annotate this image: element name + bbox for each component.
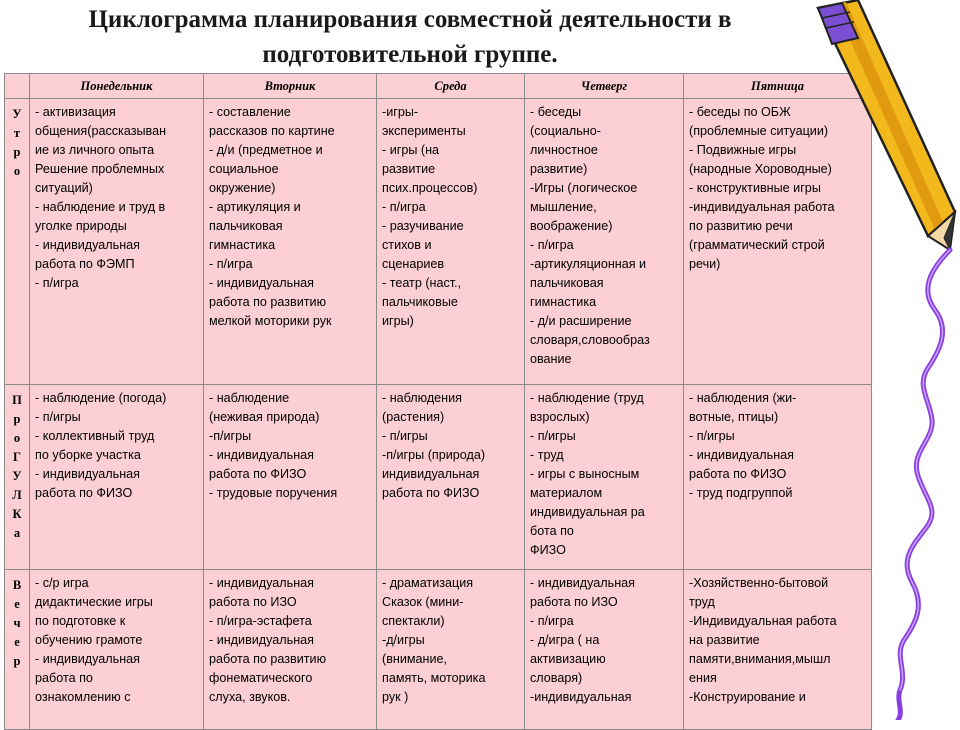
row-label-letter: Г bbox=[13, 450, 21, 464]
cell-line: пальчиковая bbox=[530, 276, 604, 290]
cell-line: (внимание, bbox=[382, 652, 448, 666]
cell-line: стихов и bbox=[382, 238, 432, 252]
row-label-letter: У bbox=[12, 107, 22, 121]
cell-line: (социально- bbox=[530, 124, 601, 138]
cell-line: - наблюдение и труд в bbox=[35, 200, 166, 214]
cell-line: - д/игра ( на bbox=[530, 633, 600, 647]
cell-line: активизацию bbox=[530, 652, 606, 666]
scribble-line bbox=[898, 250, 950, 720]
cell-line: работа по ИЗО bbox=[209, 595, 297, 609]
row-label-morning bbox=[5, 99, 30, 385]
cell-line: - п/игра bbox=[382, 200, 426, 214]
cell-line: - разучивание bbox=[382, 219, 464, 233]
cell-line: - драматизация bbox=[382, 576, 474, 590]
row-label-letter: р bbox=[13, 145, 21, 159]
cell-line: (неживая природа) bbox=[209, 410, 320, 424]
row-label-letter: К bbox=[12, 507, 22, 521]
cell-line: - конструктивные игры bbox=[689, 181, 821, 195]
cell-line: - беседы по ОБЖ bbox=[689, 105, 791, 119]
row-label-evening bbox=[5, 570, 30, 730]
header-monday: Понедельник bbox=[30, 74, 204, 99]
cell-line: слуха, звуков. bbox=[209, 690, 291, 704]
cell-line: - коллективный труд bbox=[35, 429, 155, 443]
cell-line: - игры с выносным bbox=[530, 467, 640, 481]
cell-line: - п/игра bbox=[530, 614, 574, 628]
cell-line: - игры (на bbox=[382, 143, 440, 157]
cell-line: Решение проблемных bbox=[35, 162, 165, 176]
cell-line: работа по ФИЗО bbox=[35, 486, 133, 500]
cell-line: уголке природы bbox=[35, 219, 127, 233]
cell-line: - индивидуальная bbox=[530, 576, 635, 590]
cell-line: воображение) bbox=[530, 219, 613, 233]
cell-line: вотные, птицы) bbox=[689, 410, 779, 424]
cell-line: ФИЗО bbox=[530, 543, 566, 557]
cell-line: (грамматический строй bbox=[689, 238, 825, 252]
table-cell bbox=[204, 385, 377, 570]
cell-line: фонематического bbox=[209, 671, 313, 685]
table-cell bbox=[377, 570, 525, 730]
header-friday: Пятница bbox=[684, 74, 872, 99]
cell-line: ие из личного опыта bbox=[35, 143, 155, 157]
table-cell bbox=[204, 570, 377, 730]
row-label-letter: Л bbox=[12, 488, 22, 502]
cell-line: спектакли) bbox=[382, 614, 445, 628]
row-label-letter: У bbox=[12, 469, 22, 483]
cell-line: -Хозяйственно-бытовой bbox=[689, 576, 829, 590]
row-label-letter: е bbox=[14, 635, 20, 649]
cell-line: (проблемные ситуации) bbox=[689, 124, 829, 138]
cell-line: - индивидуальная bbox=[209, 633, 314, 647]
table-row-morning bbox=[5, 99, 872, 385]
table-row-walk bbox=[5, 385, 872, 570]
row-label-letter: т bbox=[13, 126, 21, 140]
cell-line: сценариев bbox=[382, 257, 445, 271]
table-cell bbox=[377, 99, 525, 385]
cell-line: ения bbox=[689, 671, 717, 685]
row-label-letter: р bbox=[13, 412, 21, 426]
cell-line: речи) bbox=[689, 257, 721, 271]
table-cell bbox=[30, 570, 204, 730]
cell-line: мелкой моторики рук bbox=[209, 314, 332, 328]
cell-line: работа по ФИЗО bbox=[209, 467, 307, 481]
cell-line: словаря,словообраз bbox=[530, 333, 650, 347]
cell-line: словаря) bbox=[530, 671, 583, 685]
cell-line: - индивидуальная bbox=[209, 576, 314, 590]
cell-line: - п/игра bbox=[530, 238, 574, 252]
cell-line: - трудовые поручения bbox=[209, 486, 338, 500]
table-cell bbox=[525, 99, 684, 385]
table-cell bbox=[525, 385, 684, 570]
cell-line: развитие bbox=[382, 162, 436, 176]
cell-line: - п/игра bbox=[35, 276, 79, 290]
cell-line: -Индивидуальная работа bbox=[689, 614, 837, 628]
cyclogram-table bbox=[4, 73, 872, 730]
table-cell bbox=[30, 99, 204, 385]
title-line-1: Циклограмма планирования совместной деятельности в bbox=[88, 6, 732, 33]
cell-line: личностное bbox=[530, 143, 598, 157]
cell-line: на развитие bbox=[689, 633, 760, 647]
cell-line: -п/игры (природа) bbox=[382, 448, 486, 462]
pencil-decoration bbox=[800, 0, 960, 720]
row-label-letter: о bbox=[13, 164, 21, 178]
cell-line: - индивидуальная bbox=[209, 276, 314, 290]
cell-line: -игры- bbox=[382, 105, 419, 119]
cell-line: - п/игры bbox=[35, 410, 81, 424]
row-label-letter: о bbox=[13, 431, 21, 445]
cell-line: -индивидуальная работа bbox=[689, 200, 835, 214]
cell-line: пальчиковые bbox=[382, 295, 458, 309]
cell-line: - беседы bbox=[530, 105, 582, 119]
cell-line: труд bbox=[689, 595, 715, 609]
cell-line: эксперименты bbox=[382, 124, 466, 138]
table-cell bbox=[204, 99, 377, 385]
cell-line: -индивидуальная bbox=[530, 690, 632, 704]
cell-line: работа по развитию bbox=[209, 652, 327, 666]
cell-line: мышление, bbox=[530, 200, 597, 214]
cell-line: по уборке участка bbox=[35, 448, 141, 462]
cell-line: индивидуальная ра bbox=[530, 505, 645, 519]
cell-line: - театр (наст., bbox=[382, 276, 462, 290]
cell-line: - индивидуальная bbox=[35, 652, 140, 666]
cell-line: - п/игра-эстафета bbox=[209, 614, 312, 628]
cell-line: - Подвижные игры bbox=[689, 143, 797, 157]
cell-line: ознакомлению с bbox=[35, 690, 131, 704]
table-cell bbox=[377, 385, 525, 570]
cell-line: рук ) bbox=[382, 690, 409, 704]
cell-line: - наблюдения bbox=[382, 391, 462, 405]
cell-line: - наблюдение bbox=[209, 391, 290, 405]
cell-line: - п/игры bbox=[689, 429, 735, 443]
row-label-letter: е bbox=[14, 597, 20, 611]
cell-line: - наблюдение (труд bbox=[530, 391, 644, 405]
header-row bbox=[5, 74, 872, 99]
cell-line: - п/игры bbox=[530, 429, 576, 443]
cell-line: бота по bbox=[530, 524, 574, 538]
cell-line: - индивидуальная bbox=[35, 467, 140, 481]
cell-line: рассказов по картине bbox=[209, 124, 335, 138]
corner-cell bbox=[5, 74, 30, 99]
cell-line: игры) bbox=[382, 314, 414, 328]
cell-line: -Конструирование и bbox=[689, 690, 806, 704]
cell-line: память, моторика bbox=[382, 671, 486, 685]
row-label-letter: ч bbox=[13, 616, 21, 630]
title-line-2: подготовительной группе. bbox=[262, 41, 558, 68]
row-label-letter: П bbox=[12, 393, 22, 407]
cell-line: (народные Хороводные) bbox=[689, 162, 832, 176]
cell-line: работа по ФЭМП bbox=[35, 257, 135, 271]
cell-line: - труд bbox=[530, 448, 564, 462]
cell-line: гимнастика bbox=[530, 295, 597, 309]
cell-line: (растения) bbox=[382, 410, 445, 424]
cell-line: -д/игры bbox=[382, 633, 425, 647]
cell-line: работа по bbox=[35, 671, 93, 685]
page-title bbox=[0, 2, 820, 72]
cell-line: развитие) bbox=[530, 162, 588, 176]
cell-line: работа по ФИЗО bbox=[689, 467, 787, 481]
cell-line: - наблюдение (погода) bbox=[35, 391, 167, 405]
cell-line: - с/р игра bbox=[35, 576, 89, 590]
header-tuesday: Вторник bbox=[204, 74, 377, 99]
table-cell bbox=[30, 385, 204, 570]
header-wednesday: Среда bbox=[377, 74, 525, 99]
row-label-walk bbox=[5, 385, 30, 570]
cell-line: - труд подгруппой bbox=[689, 486, 793, 500]
cell-line: ование bbox=[530, 352, 572, 366]
cell-line: общения(рассказыван bbox=[35, 124, 167, 138]
cell-line: псих.процессов) bbox=[382, 181, 478, 195]
cell-line: ситуаций) bbox=[35, 181, 93, 195]
cell-line: -п/игры bbox=[209, 429, 252, 443]
row-label-letter: р bbox=[13, 654, 21, 668]
cell-line: - п/игра bbox=[209, 257, 253, 271]
cell-line: по развитию речи bbox=[689, 219, 793, 233]
cell-line: работа по ИЗО bbox=[530, 595, 618, 609]
row-label-letter: а bbox=[13, 526, 21, 540]
cell-line: - составление bbox=[209, 105, 291, 119]
cell-line: памяти,внимания,мышл bbox=[689, 652, 831, 666]
cell-line: - индивидуальная bbox=[689, 448, 794, 462]
cell-line: - артикуляция и bbox=[209, 200, 301, 214]
cell-line: дидактические игры bbox=[35, 595, 153, 609]
row-label-letter: В bbox=[12, 578, 22, 592]
cell-line: -артикуляционная и bbox=[530, 257, 647, 271]
cell-line: - наблюдения (жи- bbox=[689, 391, 797, 405]
cell-line: обучению грамоте bbox=[35, 633, 143, 647]
cell-line: работа по ФИЗО bbox=[382, 486, 480, 500]
cell-line: взрослых) bbox=[530, 410, 590, 424]
cell-line: материалом bbox=[530, 486, 603, 500]
table-row-evening bbox=[5, 570, 872, 730]
pencil-icon bbox=[818, 0, 955, 250]
cell-line: пальчиковая bbox=[209, 219, 283, 233]
cell-line: социальное bbox=[209, 162, 279, 176]
cell-line: индивидуальная bbox=[382, 467, 480, 481]
cell-line: по подготовке к bbox=[35, 614, 126, 628]
cell-line: - п/игры bbox=[382, 429, 428, 443]
cell-line: - д/и расширение bbox=[530, 314, 632, 328]
cell-line: работа по развитию bbox=[209, 295, 327, 309]
cell-line: окружение) bbox=[209, 181, 276, 195]
cell-line: гимнастика bbox=[209, 238, 276, 252]
cell-line: - индивидуальная bbox=[35, 238, 140, 252]
cell-line: - д/и (предметное и bbox=[209, 143, 323, 157]
header-thursday: Четверг bbox=[525, 74, 684, 99]
cell-line: - активизация bbox=[35, 105, 116, 119]
cell-line: - индивидуальная bbox=[209, 448, 314, 462]
cell-line: Сказок (мини- bbox=[382, 595, 464, 609]
table-cell bbox=[525, 570, 684, 730]
cell-line: -Игры (логическое bbox=[530, 181, 638, 195]
